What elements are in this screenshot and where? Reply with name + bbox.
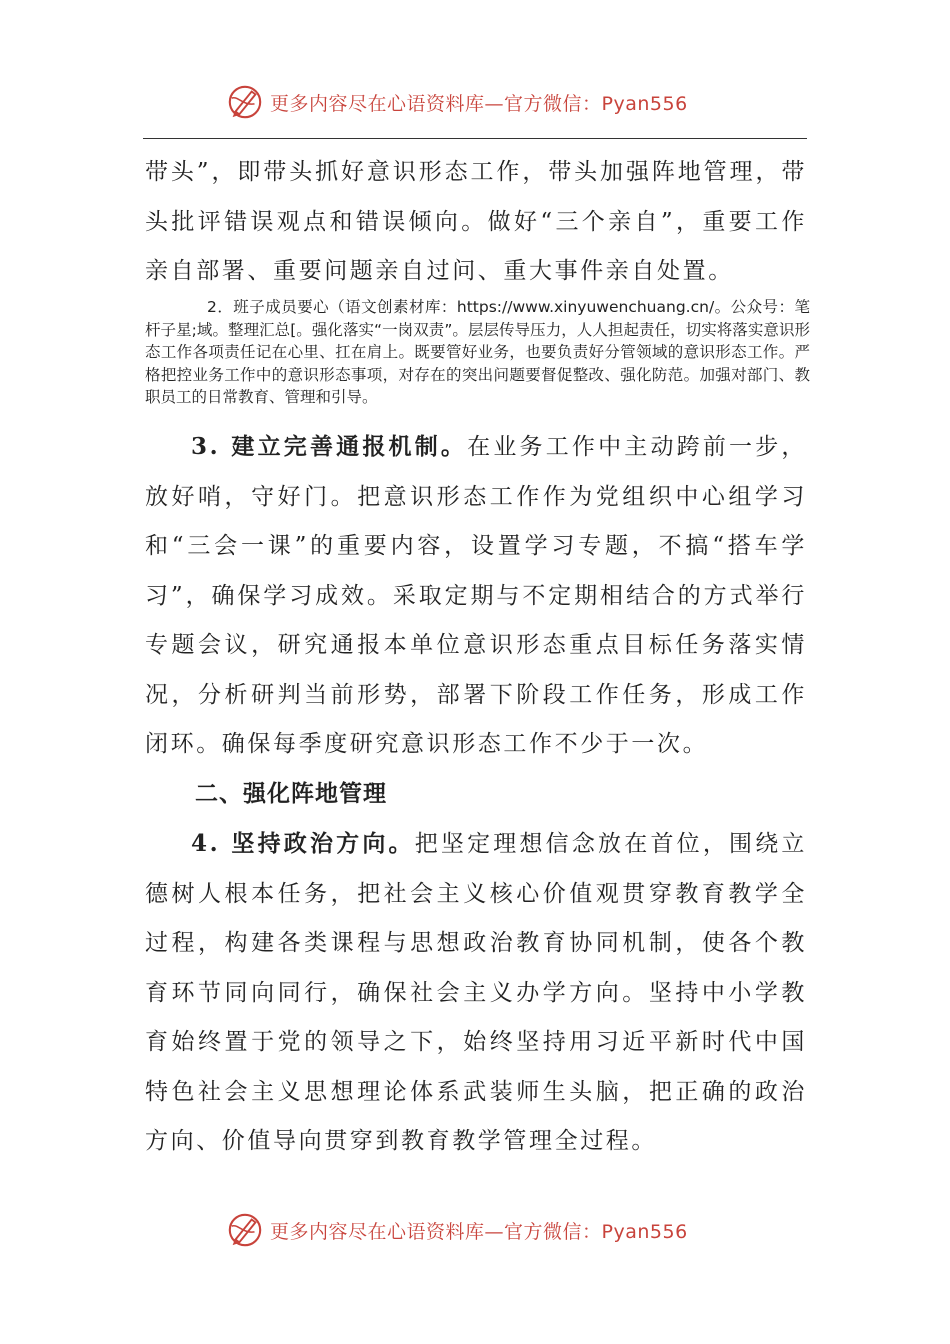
header-banner (226, 82, 688, 122)
paragraph-1: 带头”，即带头抓好意识形态工作，带头加强阵地管理，带头批评错误观点和错误倾向。做好“三个亲自”，重要工作亲自部署、重要问题亲自过问、重大事件亲自处置。 (145, 159, 807, 284)
header-banner-text: 更多内容尽在心语资料库—官方微信：Pyan556 (270, 92, 688, 115)
pen-logo-icon (226, 1211, 264, 1249)
paragraph-3-body: 在业务工作中主动跨前一步，放好哨，守好门。把意识形态工作作为党组织中心组学习和“三会一课”的重要内容，设置学习专题，不搞“搭车学习”，确保学习成效。采取定期与不定期相结合的方式举行专题会议，研究通报本单位意识形态重点目标任务落实情况，分析研判当前形势，部署下阶段工作任务，形成工作闭环。确保每季度研究意识形态工作不少于一次。 (145, 434, 807, 757)
paragraph-2-small: 2．班子成员要心（语文创素材库：https://www.xinyuwenchuang.cn/。公众号：笔杆子星;域。整理汇总[。强化落实“一岗双责”。层层传导压力，人人担起责任，切实将落实意识形态工作各项责任记在心里、扛在肩上。既要管好业务，也要负责好分管领域的意识形态工作。严格把控业务工作中的意识形态事项，对存在的突出问题要督促整改、强化防范。加强对部门、教职员工的日常教育、管理和引导。 (145, 298, 810, 407)
wechat-id: Pyan556 (601, 92, 688, 115)
paragraph-3-title: 3. 建立完善通报机制。 (191, 433, 468, 460)
wechat-id: Pyan556 (601, 1220, 688, 1243)
footer-banner (226, 1210, 688, 1250)
footer-banner-text: 更多内容尽在心语资料库—官方微信：Pyan556 (270, 1220, 688, 1243)
paragraph-4 (145, 819, 807, 1167)
paragraph-3 (145, 422, 807, 770)
paragraph-4-body: 把坚定理想信念放在首位，围绕立德树人根本任务，把社会主义核心价值观贯穿教育教学全过程，构建各类课程与思想政治教育协同机制，使各个教育环节同向同行，确保社会主义办学方向。坚持中小学教育始终置于党的领导之下，始终坚持用习近平新时代中国特色社会主义思想理论体系武装师生头脑，把正确的政治方向、价值导向贯穿到教育教学管理全过程。 (145, 831, 807, 1154)
pen-logo-icon (226, 83, 264, 121)
header-divider (143, 138, 807, 139)
paragraph-4-title: 4. 坚持政治方向。 (191, 830, 415, 857)
section-heading-2: 二、强化阵地管理 (195, 781, 387, 807)
